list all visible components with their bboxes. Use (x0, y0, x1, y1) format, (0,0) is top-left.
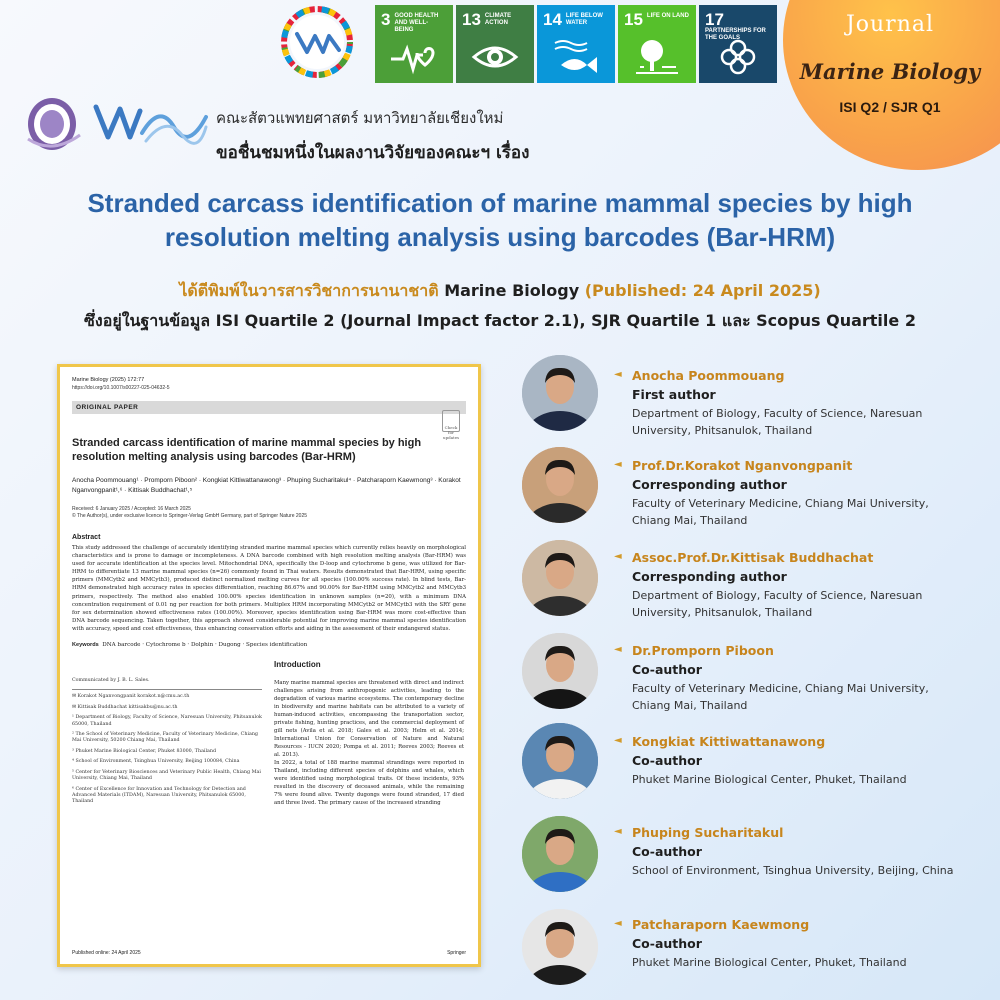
paper-affiliations: Communicated by J. B. L. Sales. ✉ Korakot Nganvongpanit korakot.n@cmu.ac.th ✉ Kittisak Buddhachat kittisakbu@nu.ac.th ¹ Department of Biology, Faculty of Science, Naresuan University, Phitsanulok 65000, Thailand ² The School of Veterinary Medicine, Faculty of Veterinary Medicine, Chiang Mai University, 50200 Chiang Mai, Thailand ³ Phuket Marine Biological Center, Phuket 83000, Thailand ⁴ School of Environment, Tsinghua University, Beijing 100084, China ⁵ Center for Veterinary Biosciences and Veterinary Public Health, Chiang Mai University, Chiang Mai, Thailand ⁶ Center of Excellence for Innovation and Technology for Detection and Advanced Materials (ITDAM), Naresuan University, Phitsanulok 65000, Thailand (72, 678, 262, 805)
author-role: Co-author (632, 936, 702, 951)
author-name: Anocha Poommouang (632, 368, 785, 383)
author-name: Assoc.Prof.Dr.Kittisak Buddhachat (632, 550, 874, 565)
author-name: Patcharaporn Kaewmong (632, 917, 810, 932)
paper-section-label: ORIGINAL PAPER (72, 401, 466, 414)
journal-badge-text (790, 0, 990, 115)
sdg-goal-14: 14 LIFE BELOW WATER (537, 5, 615, 83)
paper-keywords: Keywords DNA barcode · Cytochrome b · Dolphin · Dugong · Species identification (72, 642, 308, 649)
author-photo (522, 909, 598, 985)
sdg-goal-13: 13 CLIMATE ACTION (456, 5, 534, 83)
author-photo (522, 540, 598, 616)
author-affiliation: Faculty of Veterinary Medicine, Chiang Mai University, Chiang Mai, Thailand (632, 497, 929, 527)
author-name: Dr.Promporn Piboon (632, 643, 774, 658)
heartbeat-icon (389, 37, 439, 77)
author-role: Co-author (632, 844, 702, 859)
flower-icon (713, 37, 763, 77)
author-affiliation: Department of Biology, Faculty of Science, Naresuan University, Phitsanulok, Thailand (632, 407, 923, 437)
author-role: Co-author (632, 753, 702, 768)
sdg-goals (375, 5, 777, 83)
publication-line: ได้ตีพิมพ์ในวารสารวิชาการนานาชาติ Marine Biology (Published: 24 April 2025) (179, 281, 821, 300)
sdg-goal-3: 3 GOOD HEALTH AND WELL-BEING (375, 5, 453, 83)
eye-globe-icon (470, 37, 520, 77)
author-role: Corresponding author (632, 477, 787, 492)
pointer-arrow-icon: ◄ (614, 735, 622, 746)
paper-doi: https://doi.org/10.1007/s00227-025-04632-5 (72, 385, 170, 391)
author-photo (522, 447, 598, 523)
author-affiliation: Phuket Marine Biological Center, Phuket, Thailand (632, 773, 907, 786)
check-for-updates-icon: Check for updates (442, 410, 460, 432)
faculty-seal-icon (22, 95, 86, 153)
paper-introduction: Introduction Many marine mammal species are threatened with direct and indirect challenges arising from anthropogenic activities, leading to the degradation of various marine ecosystems. The contemporary decline in biodiversity and marine habitats can be attributed to a variety of human-induced activities, encompassing the transportation sector, private fishing, hunting practices, and the commercial deployment of gill nets (Avila et al. 2018; Gales et al. 2003; Helm et al. 2014; International Union for Conservation of Nature and Natural Resources - IUCN 2020; Pompa et al. 2011; Reeves 2003; Reeves et al. 2013). In 2022, a total of 188 marine mammal strandings were reported in Thailand, including different species of dolphins and whales, which were identified using morphological traits. Of these incidents, 93% resulted in the discovery of deceased animals, while the remaining 7% were found alive. Twenty dugongs were found stranded, 17 died and three lived. The primary cause of the increased stranding (274, 660, 464, 807)
fish-icon (551, 37, 601, 77)
author-name: Kongkiat Kittiwattanawong (632, 734, 826, 749)
research-title: Stranded carcass identification of marine mammal species by high resolution melting analysis using barcodes (Bar-HRM) (87, 188, 913, 252)
author-affiliation: Faculty of Veterinary Medicine, Chiang Mai University, Chiang Mai, Thailand (632, 682, 929, 712)
author-photo (522, 355, 598, 431)
sdg-goal-17: 17 PARTNERSHIPS FOR THE GOALS (699, 5, 777, 83)
author-name: Prof.Dr.Korakot Nganvongpanit (632, 458, 853, 473)
paper-footer: Published online: 24 April 2025 Springer (72, 950, 466, 956)
author-affiliation: Department of Biology, Faculty of Science, Naresuan University, Phitsanulok, Thailand (632, 589, 923, 619)
paper-abstract-heading: Abstract (72, 534, 101, 541)
vm-wave-logo-icon (90, 97, 208, 149)
author-role: Co-author (632, 662, 702, 677)
badge-rank: ISI Q2 / SJR Q1 (839, 99, 941, 115)
badge-journal-label: Journal (845, 12, 935, 37)
author-affiliation: Phuket Marine Biological Center, Phuket, Thailand (632, 956, 907, 969)
faculty-name: คณะสัตวแพทยศาสตร์ มหาวิทยาลัยเชียงใหม่ (216, 109, 504, 127)
database-line: ซึ่งอยู่ในฐานข้อมูล ISI Quartile 2 (Journal Impact factor 2.1), SJR Quartile 1 และ Scopus Quartile 2 (84, 311, 916, 330)
paper-first-page (57, 364, 481, 967)
author-name: Phuping Sucharitakul (632, 825, 784, 840)
share-heading: ขอชื่นชมหนึ่งในผลงานวิจัยของคณะฯ เรื่อง (216, 143, 530, 163)
springer-logo: Springer (447, 950, 466, 956)
sdg-goal-15: 15 LIFE ON LAND (618, 5, 696, 83)
paper-abstract: This study addressed the challenge of accurately identifying stranded marine mammal species which currently relies heavily on morphological characteristics and is prone to damage or incompleteness. A DNA barcode combined with high resolution melting analysis (Bar-HRM) was used for accurate identification at the species level. Mitochondrial DNA, specifically the D-loop and cytochrome b gene, was utilized for Bar-HRM to differentiate 13 marine mammal species (n=26) commonly found in Thai waters. Results demonstrated that Bar-HRM, using specific primers (MMCytb2 and MMCytb3), produced distinct normalized melting curves for all species (100.00% success rate). In blind tests, Bar-HRM demonstrated high accuracy rates in species differentiation, reaching 86.67% and 90.00% for Bar-HRM using MMCytb2 and MMCytb3 primers, respectively. The method also enabled 100.00% species identification in unknown samples (n=20), with a minimum DNA concentration requirement of 0.01 ng per reaction for both primers. Multiplex HRM incorporating MMCytb2 or MMCytb3 with the SRY gene for sex determination showed effectiveness rates (100.00%). Moreover, species identification using Bar-HRM was more cost-effective than DNA barcode sequencing. Taken together, this approach showed considerable potential for improving marine mammal species identification with accuracy, speed and cost effectiveness, thus enhancing conservation efforts and aiding in the assessment of their endangered status. (72, 545, 466, 632)
author-role: First author (632, 387, 716, 402)
paper-authors: Anocha Poommouang¹ · Promporn Piboon² · Kongkiat Kittiwattanawong³ · Phuping Sucharitakul⁴ · Patcharaporn Kaewmong³ · Korakot Nganvongpanit¹,⁶ · Kittisak Buddhachat¹,⁵ (72, 477, 461, 494)
author-photo (522, 816, 598, 892)
pointer-arrow-icon: ◄ (614, 918, 622, 929)
pointer-arrow-icon: ◄ (614, 644, 622, 655)
author-photo (522, 633, 598, 709)
author-photo (522, 723, 598, 799)
vm-logo-icon (277, 6, 357, 78)
pointer-arrow-icon: ◄ (614, 459, 622, 470)
badge-journal-name: Marine Biology (799, 59, 981, 84)
author-affiliation: School of Environment, Tsinghua University, Beijing, China (632, 864, 954, 877)
paper-title: Stranded carcass identification of marine mammal species by high resolution melting analysis using barcodes (Bar-HRM) (72, 437, 422, 463)
author-role: Corresponding author (632, 569, 787, 584)
paper-journal-line: Marine Biology (2025) 172:77 (72, 377, 145, 383)
pointer-arrow-icon: ◄ (614, 826, 622, 837)
tree-icon (632, 37, 682, 77)
pointer-arrow-icon: ◄ (614, 551, 622, 562)
publication-journal: Marine Biology (444, 281, 580, 300)
pointer-arrow-icon: ◄ (614, 369, 622, 380)
paper-received: Received: 6 January 2025 / Accepted: 16 March 2025 © The Author(s), under exclusive licence to Springer-Verlag GmbH Germany, part of Springer Nature 2025 (72, 506, 307, 519)
